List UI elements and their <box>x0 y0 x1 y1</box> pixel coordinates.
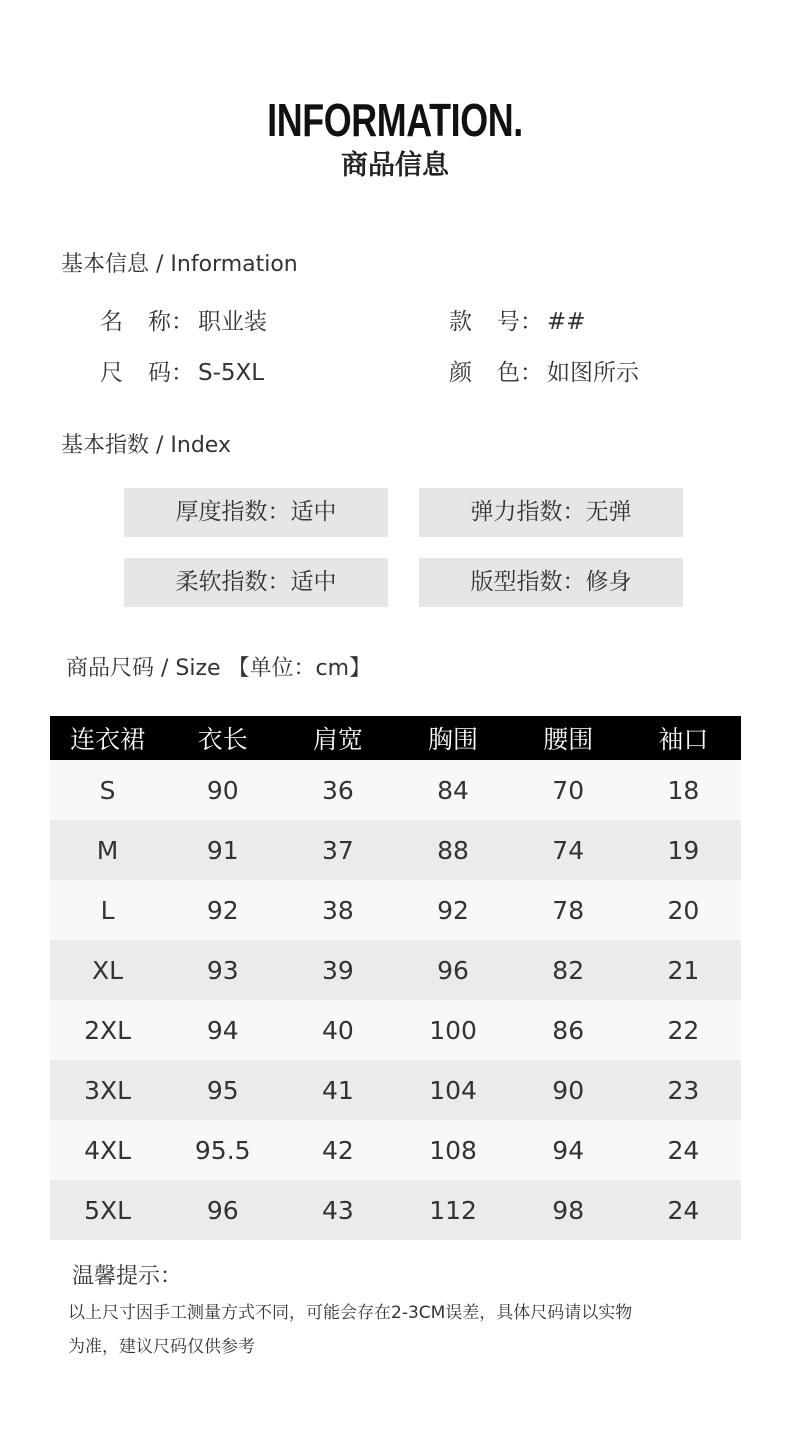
column-header-cuff: 袖口 <box>626 716 741 760</box>
size-heading: 商品尺码 / Size 【单位：cm】 <box>66 656 372 681</box>
table-cell: 38 <box>280 880 395 940</box>
size-table-header-row <box>50 716 741 760</box>
field-color-label-b: 色： <box>497 360 543 386</box>
table-row <box>50 1180 741 1240</box>
table-row <box>50 940 741 1000</box>
table-cell: 43 <box>280 1180 395 1240</box>
field-size-label-a: 尺 <box>100 360 123 386</box>
field-color <box>449 357 639 389</box>
field-style-number <box>449 306 586 338</box>
table-cell: 96 <box>165 1180 280 1240</box>
tips-text-line-2: 为准，建议尺码仅供参考 <box>68 1337 255 1357</box>
table-row <box>50 1120 741 1180</box>
table-row <box>50 760 741 820</box>
table-cell: 20 <box>626 880 741 940</box>
table-cell: 5XL <box>50 1180 165 1240</box>
table-cell: 37 <box>280 820 395 880</box>
index-thickness: 厚度指数：适中 <box>124 488 388 537</box>
table-cell: 108 <box>395 1120 510 1180</box>
field-style-value: ## <box>547 309 586 335</box>
table-row <box>50 880 741 940</box>
index-heading: 基本指数 / Index <box>61 433 231 458</box>
size-table <box>50 716 741 1240</box>
table-cell: 104 <box>395 1060 510 1120</box>
tips-title: 温馨提示： <box>72 1264 183 1289</box>
table-cell: 36 <box>280 760 395 820</box>
table-cell: 98 <box>511 1180 626 1240</box>
table-cell: 24 <box>626 1180 741 1240</box>
info-heading: 基本信息 / Information <box>61 252 298 277</box>
table-cell: 2XL <box>50 1000 165 1060</box>
table-cell: 21 <box>626 940 741 1000</box>
table-cell: 78 <box>511 880 626 940</box>
title-chinese: 商品信息 <box>341 150 449 181</box>
field-name-label-b: 称： <box>148 309 194 335</box>
field-size-value: S-5XL <box>198 360 265 386</box>
title-english: INFORMATION. <box>267 94 523 146</box>
table-cell: 88 <box>395 820 510 880</box>
table-cell: 95 <box>165 1060 280 1120</box>
index-elasticity: 弹力指数：无弹 <box>419 488 683 537</box>
field-name-label-a: 名 <box>100 309 123 335</box>
table-cell: 22 <box>626 1000 741 1060</box>
table-row <box>50 1060 741 1120</box>
field-color-label-a: 颜 <box>449 360 472 386</box>
field-size-label-b: 码： <box>148 360 194 386</box>
table-cell: 42 <box>280 1120 395 1180</box>
table-cell: 24 <box>626 1120 741 1180</box>
table-cell: 74 <box>511 820 626 880</box>
table-row <box>50 1000 741 1060</box>
index-softness: 柔软指数：适中 <box>124 558 388 607</box>
table-cell: 100 <box>395 1000 510 1060</box>
table-cell: 95.5 <box>165 1120 280 1180</box>
field-size-range <box>100 357 264 389</box>
column-header-waist: 腰围 <box>511 716 626 760</box>
table-cell: 70 <box>511 760 626 820</box>
table-cell: 41 <box>280 1060 395 1120</box>
table-cell: 39 <box>280 940 395 1000</box>
field-color-value: 如图所示 <box>547 360 639 386</box>
field-style-label-a: 款 <box>449 309 472 335</box>
table-cell: 4XL <box>50 1120 165 1180</box>
table-cell: M <box>50 820 165 880</box>
table-cell: 96 <box>395 940 510 1000</box>
table-cell: 19 <box>626 820 741 880</box>
field-name <box>100 306 267 338</box>
table-cell: 94 <box>165 1000 280 1060</box>
table-row <box>50 820 741 880</box>
table-cell: 90 <box>165 760 280 820</box>
table-cell: 86 <box>511 1000 626 1060</box>
column-header-dress: 连衣裙 <box>50 716 165 760</box>
index-fit: 版型指数：修身 <box>419 558 683 607</box>
table-cell: 84 <box>395 760 510 820</box>
tips-text-line-1: 以上尺寸因手工测量方式不同，可能会存在2-3CM误差，具体尺码请以实物 <box>68 1303 633 1323</box>
column-header-shoulder: 肩宽 <box>280 716 395 760</box>
table-cell: 92 <box>395 880 510 940</box>
table-cell: XL <box>50 940 165 1000</box>
table-cell: S <box>50 760 165 820</box>
table-cell: 40 <box>280 1000 395 1060</box>
table-cell: 23 <box>626 1060 741 1120</box>
field-name-value: 职业装 <box>198 309 267 335</box>
field-style-label-b: 号： <box>497 309 543 335</box>
table-cell: 90 <box>511 1060 626 1120</box>
table-cell: 93 <box>165 940 280 1000</box>
column-header-length: 衣长 <box>165 716 280 760</box>
table-cell: 112 <box>395 1180 510 1240</box>
table-cell: 3XL <box>50 1060 165 1120</box>
table-cell: 18 <box>626 760 741 820</box>
table-cell: 91 <box>165 820 280 880</box>
column-header-bust: 胸围 <box>395 716 510 760</box>
table-cell: 92 <box>165 880 280 940</box>
table-cell: L <box>50 880 165 940</box>
table-cell: 82 <box>511 940 626 1000</box>
table-cell: 94 <box>511 1120 626 1180</box>
